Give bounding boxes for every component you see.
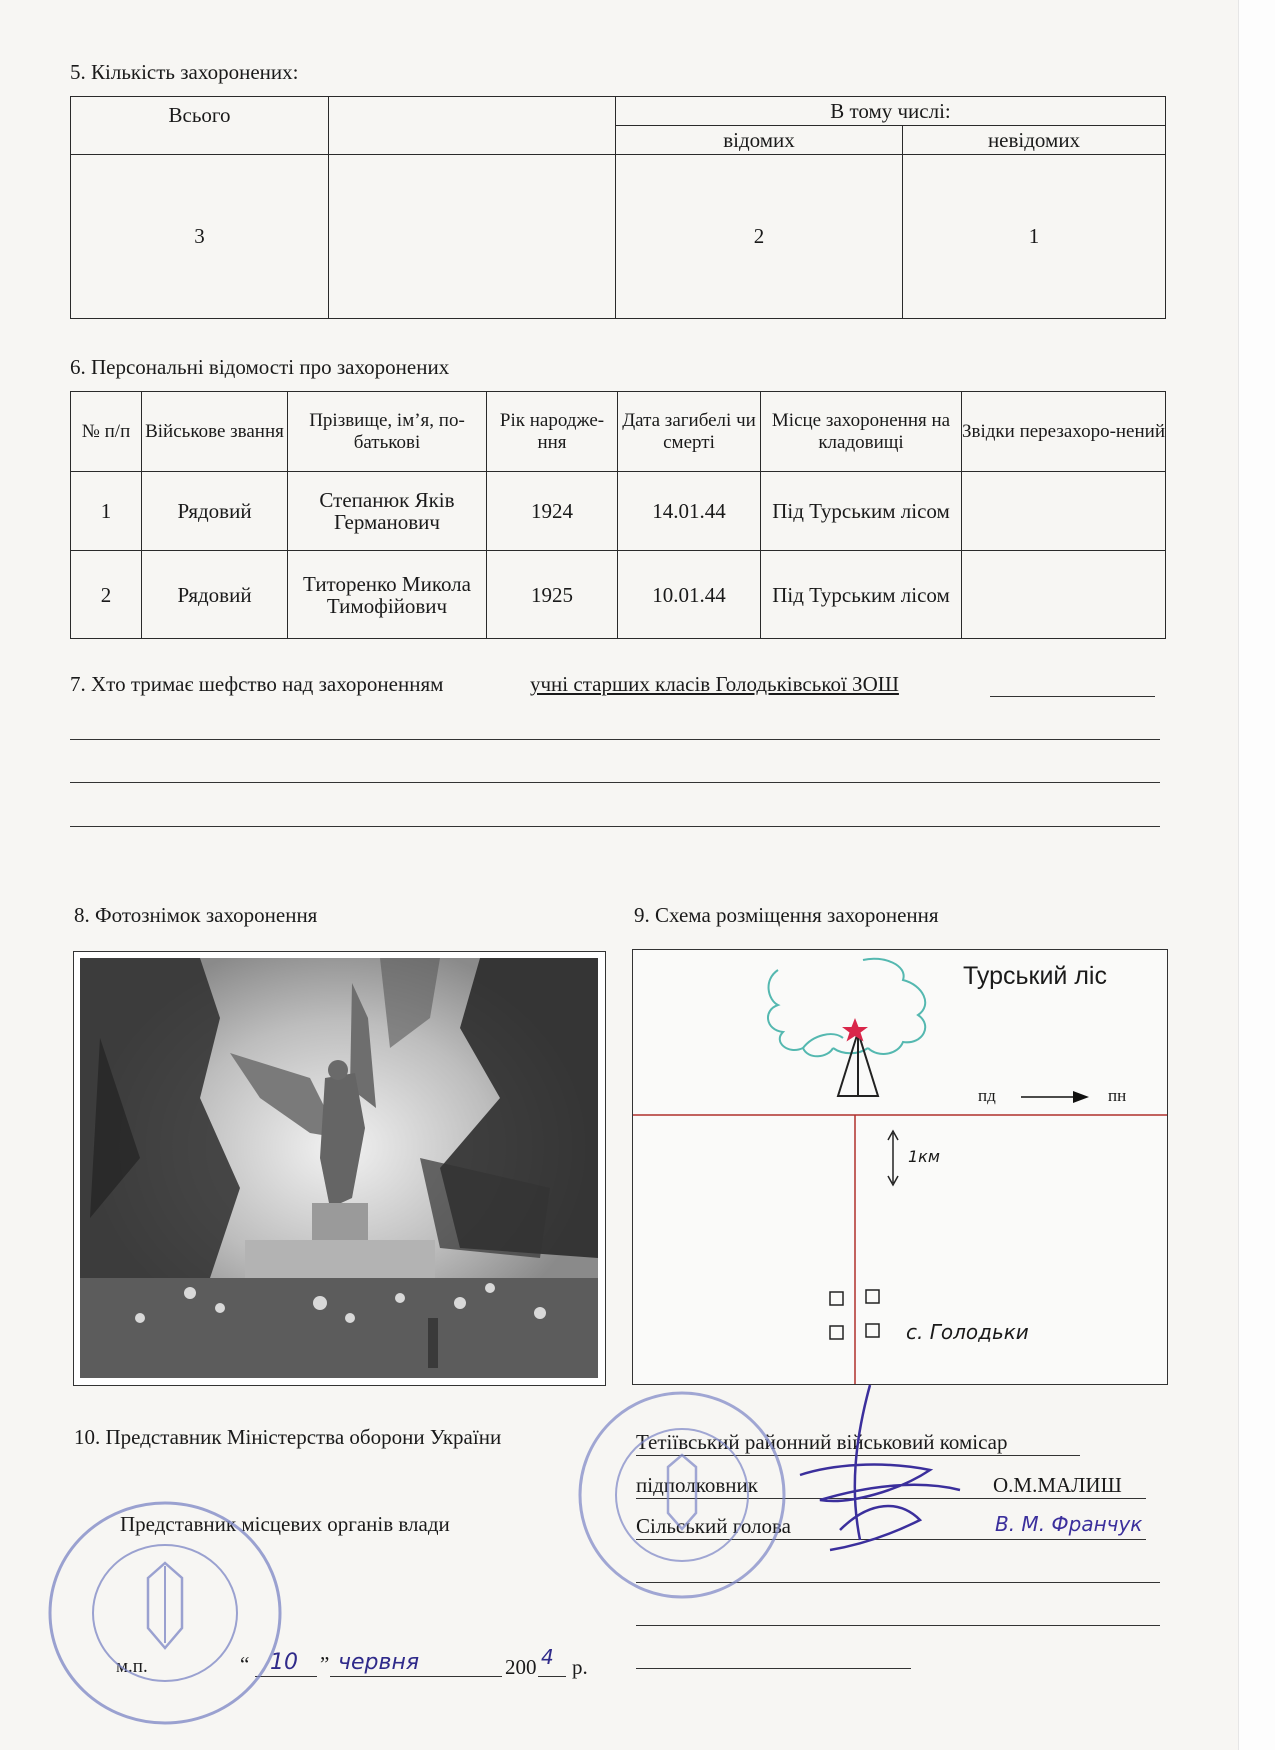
total-value: 3 bbox=[71, 155, 329, 319]
section6-title: 6. Персональні відомості про захоронених bbox=[70, 355, 450, 379]
date-month: червня bbox=[338, 1650, 420, 1675]
total-header: Всього bbox=[71, 97, 329, 155]
row1-birth: 1924 bbox=[487, 472, 618, 551]
table-row bbox=[71, 472, 1166, 551]
row1-from bbox=[962, 472, 1166, 551]
row2-name: Титоренко Микола Тимофійович bbox=[288, 551, 487, 639]
section7-label: 7. Хто тримає шефство над захороненням bbox=[70, 672, 444, 696]
forest-outline bbox=[768, 959, 925, 1057]
known-header: відомих bbox=[616, 126, 903, 155]
col-death-header: Дата загибелі чи смерті bbox=[618, 392, 761, 472]
row2-from bbox=[962, 551, 1166, 639]
date-year-prefix: 200 bbox=[505, 1655, 537, 1679]
village-label: с. Голодьки bbox=[906, 1320, 1029, 1344]
burial-count-table bbox=[70, 96, 1166, 319]
memorial-photo bbox=[73, 951, 606, 1386]
date-suffix: р. bbox=[572, 1655, 588, 1679]
row2-birth: 1925 bbox=[487, 551, 618, 639]
col-place-header: Місце захоронення на кладовищі bbox=[761, 392, 962, 472]
empty-header bbox=[329, 97, 616, 155]
date-day: 10 bbox=[270, 1650, 298, 1675]
unknown-value: 1 bbox=[903, 155, 1166, 319]
col-birth-header: Рік народже-ння bbox=[487, 392, 618, 472]
section5-title: 5. Кількість захоронених: bbox=[70, 60, 299, 84]
row1-rank: Рядовий bbox=[142, 472, 288, 551]
row1-num: 1 bbox=[71, 472, 142, 551]
local-rep-label: Представник місцевих органів влади bbox=[120, 1512, 450, 1536]
row1-death: 14.01.44 bbox=[618, 472, 761, 551]
distance-label: 1км bbox=[908, 1147, 940, 1166]
known-value: 2 bbox=[616, 155, 903, 319]
head-signature-name: В. М. Франчук bbox=[995, 1512, 1143, 1536]
forest-label: Турський ліс bbox=[963, 962, 1107, 990]
col-name-header: Прізвище, ім’я, по-батькові bbox=[288, 392, 487, 472]
unknown-header: невідомих bbox=[903, 126, 1166, 155]
section7-value: учні старших класів Голодьківської ЗОШ bbox=[530, 672, 899, 696]
row2-death: 10.01.44 bbox=[618, 551, 761, 639]
date-quote-close: ” bbox=[320, 1652, 330, 1676]
mp-label: м.п. bbox=[116, 1656, 148, 1677]
table-row bbox=[71, 551, 1166, 639]
section9-title: 9. Схема розміщення захоронення bbox=[634, 903, 939, 927]
commissar-title: Тетіївський районний військовий комісар bbox=[636, 1430, 1008, 1454]
commissar-name: О.М.МАЛИШ bbox=[993, 1473, 1122, 1497]
date-year-digit: 4 bbox=[541, 1645, 554, 1669]
col-num-header: № п/п bbox=[71, 392, 142, 472]
row2-place: Під Турським лісом bbox=[761, 551, 962, 639]
fill-line bbox=[70, 739, 1160, 740]
photo-image bbox=[80, 958, 598, 1378]
row1-place: Під Турським лісом bbox=[761, 472, 962, 551]
commissar-rank: підполковник bbox=[636, 1473, 758, 1497]
head-label: Сільський голова bbox=[636, 1514, 791, 1538]
row2-num: 2 bbox=[71, 551, 142, 639]
including-header: В тому числі: bbox=[616, 97, 1166, 126]
direction-to: пн bbox=[1108, 1086, 1127, 1105]
row2-rank: Рядовий bbox=[142, 551, 288, 639]
personal-data-table bbox=[70, 391, 1166, 639]
col-rank-header: Військове звання bbox=[142, 392, 288, 472]
fill-line bbox=[70, 826, 1160, 827]
star-icon bbox=[842, 1018, 868, 1042]
section10-title: 10. Представник Міністерства оборони України bbox=[74, 1425, 502, 1449]
col-from-header: Звідки перезахоро-нений bbox=[962, 392, 1166, 472]
fill-line bbox=[990, 696, 1155, 697]
fill-line bbox=[70, 782, 1160, 783]
location-scheme bbox=[632, 949, 1168, 1385]
date-quote-open: “ bbox=[240, 1652, 250, 1676]
direction-arrow-icon bbox=[1073, 1091, 1089, 1103]
page-edge bbox=[1238, 0, 1275, 1750]
direction-from: пд bbox=[978, 1086, 996, 1105]
empty-value bbox=[329, 155, 616, 319]
section8-title: 8. Фотознімок захоронення bbox=[74, 903, 318, 927]
row1-name: Степанюк Яків Германович bbox=[288, 472, 487, 551]
